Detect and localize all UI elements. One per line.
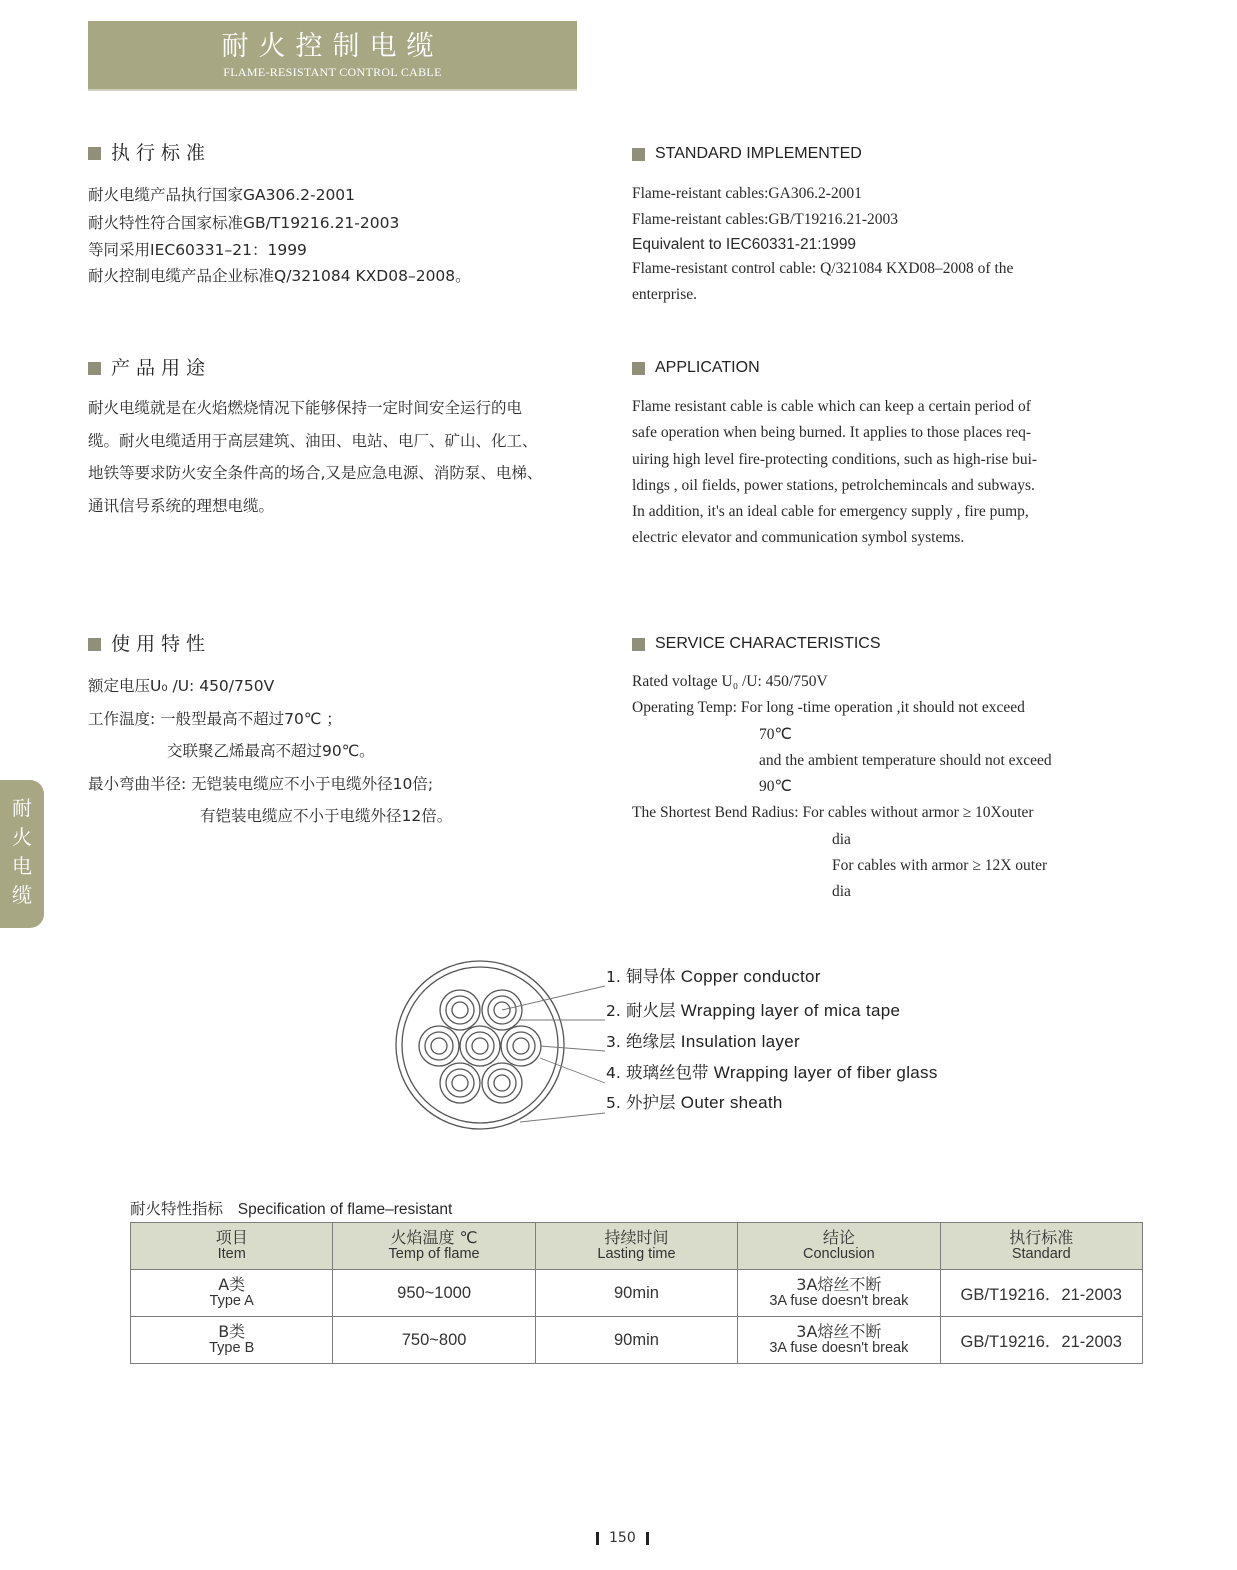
text-line: Operating Temp: For long -time operation ,it should not exceed: [632, 699, 1025, 717]
page-bar-icon: [596, 1532, 599, 1545]
text-line: Flame-reistant cables:GB/T19216.21-2003: [632, 211, 899, 229]
side-chapter-tab: [0, 780, 44, 928]
page-number: 150: [586, 1530, 659, 1546]
service-text-en: [632, 669, 1052, 906]
legend-item-outer-sheath: 5. 外护层 Outer sheath: [606, 1093, 783, 1112]
text-line: The Shortest Bend Radius: For cables without armor ≥ 10Xouter: [632, 804, 1034, 822]
text-line: Rated voltage U₀ /U: 450/750V: [632, 673, 828, 690]
application-text-zh: [88, 392, 542, 522]
application-heading-zh: 产品用途: [88, 357, 211, 379]
text-line: electric elevator and communication symbol systems.: [632, 529, 965, 547]
text-line: uiring high level fire-protecting conditions, such as high-rise bui-: [632, 450, 1038, 468]
conductor-core: [482, 1063, 522, 1103]
bullet-square-icon: [88, 147, 101, 160]
text-line: 交联聚乙烯最高不超过90℃。: [167, 742, 375, 760]
legend-item-fiber-glass: 4. 玻璃丝包带 Wrapping layer of fiber glass: [606, 1063, 938, 1082]
text-line: 地铁等要求防火安全条件高的场合,又是应急电源、消防泵、电梯、: [88, 464, 543, 482]
text-line: enterprise.: [632, 285, 697, 303]
table-cell: A类 Type A: [131, 1270, 333, 1317]
spec-table-caption: 耐火特性指标 Specification of flame–resistant: [130, 1200, 453, 1218]
text-line: dia: [832, 830, 851, 848]
legend-item-insulation: 3. 绝缘层 Insulation layer: [606, 1032, 800, 1051]
leader-lines: [502, 986, 605, 1122]
conductor-core: [440, 990, 480, 1030]
bullet-square-icon: [632, 362, 645, 375]
application-heading-en: APPLICATION: [632, 357, 760, 379]
table-cell: 950~1000: [333, 1270, 535, 1317]
service-heading-zh: 使用特性: [88, 633, 211, 655]
bullet-square-icon: [632, 148, 645, 161]
outer-sheath-ring: [396, 961, 564, 1129]
service-heading-en: SERVICE CHARACTERISTICS: [632, 633, 881, 655]
table-header: 持续时间 Lasting time: [535, 1223, 737, 1270]
conductor-core: [501, 1026, 541, 1066]
text-line: ldings , oil fields, power stations, petrolchemincals and subways.: [632, 476, 1035, 494]
side-tab-char: 电: [12, 854, 32, 878]
side-tab-char: 缆: [12, 883, 32, 907]
conductor-core: [460, 1026, 500, 1066]
table-header-row: [131, 1223, 1143, 1270]
text-line: 有铠装电缆应不小于电缆外径12倍。: [200, 807, 453, 825]
text-line: In addition, it's an ideal cable for emergency supply , fire pump,: [632, 503, 1029, 521]
table-cell: GB/T19216．21-2003: [940, 1317, 1142, 1364]
title-banner: [88, 21, 577, 89]
text-line: 耐火电缆就是在火焰燃烧情况下能够保持一定时间安全运行的电: [88, 399, 523, 417]
table-header: 执行标准 Standard: [940, 1223, 1142, 1270]
text-line: 70℃: [759, 725, 792, 743]
table-cell: 90min: [535, 1270, 737, 1317]
text-line: For cables with armor ≥ 12X outer: [832, 857, 1048, 875]
text-line: Flame resistant cable is cable which can keep a certain period of: [632, 398, 1031, 415]
page-title-zh: 耐火控制电缆: [221, 31, 444, 62]
page-title-en: FLAME-RESISTANT CONTROL CABLE: [223, 65, 442, 79]
text-line: 缆。耐火电缆适用于高层建筑、油田、电站、电厂、矿山、化工、: [88, 431, 538, 450]
text-line: 工作温度: 一般型最高不超过70℃ ；: [88, 709, 342, 728]
conductor-core: [419, 1026, 459, 1066]
table-header: 结论 Conclusion: [738, 1223, 940, 1270]
text-line: 通讯信号系统的理想电缆。: [88, 496, 275, 515]
text-line: safe operation when being burned. It applies to those places req-: [632, 424, 1031, 442]
text-line: 90℃: [759, 778, 792, 796]
table-cell: B类 Type B: [131, 1317, 333, 1364]
text-line: 耐火特性符合国家标准GB/T19216.21-2003: [88, 214, 400, 232]
flame-resistant-spec-table: [130, 1222, 1143, 1364]
application-text-en: [632, 394, 1037, 552]
legend-item-conductor: 1. 铜导体 Copper conductor: [606, 967, 821, 986]
text-line: 最小弯曲半径: 无铠装电缆应不小于电缆外径10倍;: [88, 774, 434, 793]
standard-text-zh: [88, 181, 471, 289]
standard-text-en: [632, 181, 1013, 308]
text-line: Flame-reistant cables:GA306.2-2001: [632, 185, 862, 202]
table-row: [131, 1270, 1143, 1317]
bullet-square-icon: [632, 638, 645, 651]
side-tab-char: 火: [12, 825, 32, 849]
table-cell: 90min: [535, 1317, 737, 1364]
standard-heading-en: STANDARD IMPLEMENTED: [632, 143, 862, 165]
table-header: 项目 Item: [131, 1223, 333, 1270]
text-line: 耐火电缆产品执行国家GA306.2-2001: [88, 186, 356, 204]
text-line: Flame-resistant control cable: Q/321084 KXD08–2008 of the: [632, 259, 1014, 277]
text-line: Equivalent to IEC60331-21:1999: [632, 235, 857, 253]
table-cell: 750~800: [333, 1317, 535, 1364]
text-line: 额定电压U₀ /U: 450/750V: [88, 677, 275, 695]
text-line: and the ambient temperature should not exceed: [759, 751, 1052, 769]
text-line: dia: [832, 883, 851, 901]
service-text-zh: [88, 670, 452, 833]
side-tab-char: 耐: [12, 796, 32, 820]
legend-item-mica-tape: 2. 耐火层 Wrapping layer of mica tape: [606, 1001, 901, 1020]
table-row: [131, 1317, 1143, 1364]
page-bar-icon: [646, 1532, 649, 1545]
text-line: 耐火控制电缆产品企业标准Q/321084 KXD08–2008。: [88, 267, 471, 285]
bullet-square-icon: [88, 638, 101, 651]
text-line: 等同采用IEC60331–21：1999: [88, 241, 307, 259]
standard-heading-zh: 执行标准: [88, 142, 211, 164]
table-cell: 3A熔丝不断 3A fuse doesn't break: [738, 1270, 940, 1317]
table-cell: 3A熔丝不断 3A fuse doesn't break: [738, 1317, 940, 1364]
table-cell: GB/T19216．21-2003: [940, 1270, 1142, 1317]
cable-cross-section-diagram: [390, 950, 620, 1140]
bullet-square-icon: [88, 362, 101, 375]
table-header: 火焰温度 ℃ Temp of flame: [333, 1223, 535, 1270]
conductor-core: [440, 1063, 480, 1103]
